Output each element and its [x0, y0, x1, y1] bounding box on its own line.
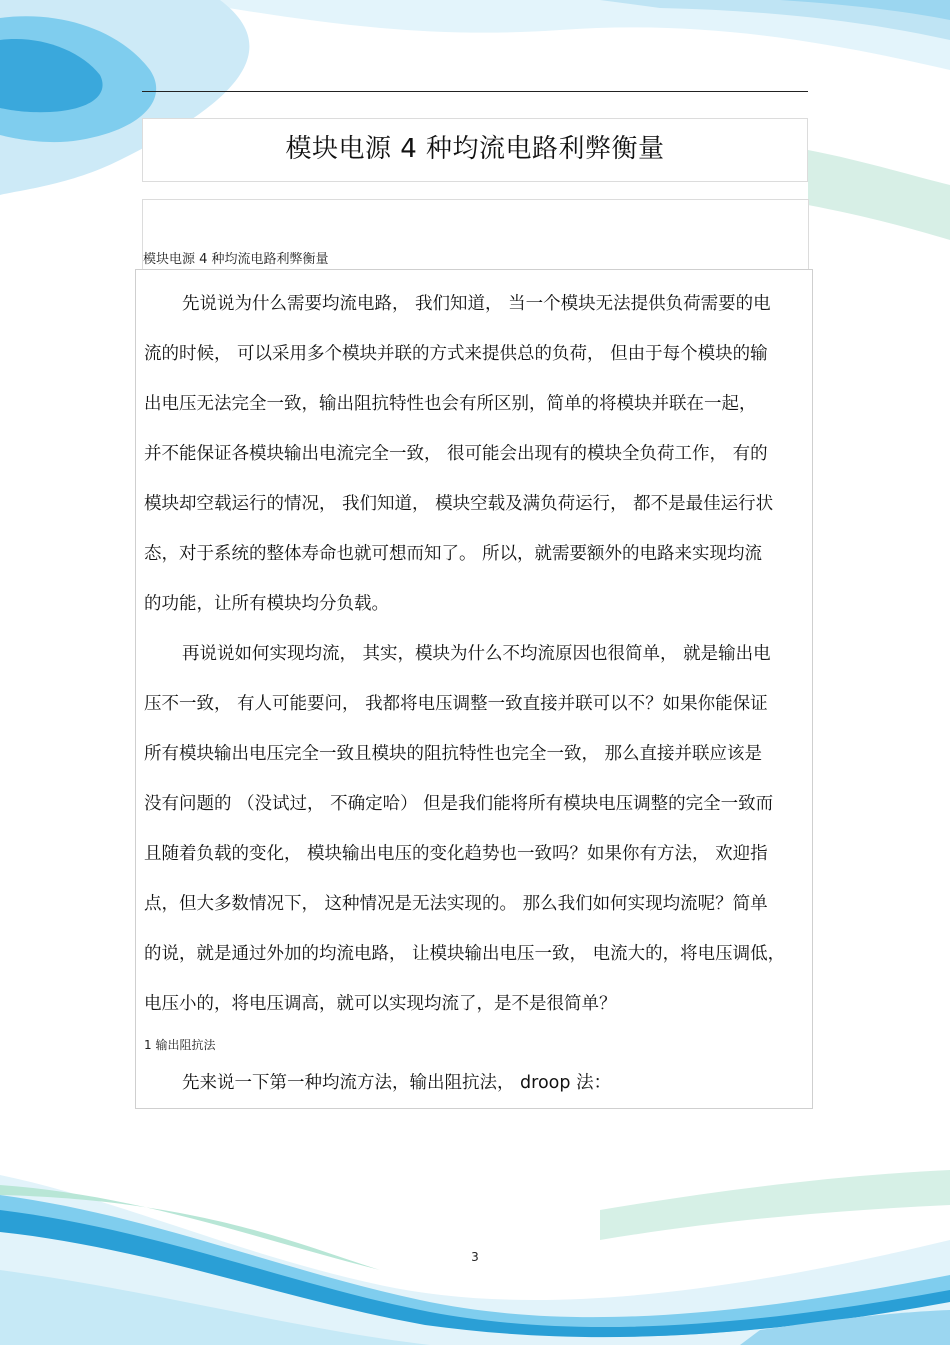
document-title: 模块电源 4 种均流电路利弊衡量 — [285, 134, 665, 164]
paragraph-line: 先说说为什么需要均流电路， 我们知道， 当一个模块无法提供负荷需要的电 — [182, 294, 771, 314]
paragraph-line: 的功能，让所有模块均分负载。 — [144, 594, 389, 614]
paragraph-line: 并不能保证各模块输出电流完全一致， 很可能会出现有的模块全负荷工作， 有的 — [144, 444, 768, 464]
content-box — [135, 269, 813, 1109]
paragraph-line: 再说说如何实现均流， 其实，模块为什么不均流原因也很简单， 就是输出电 — [182, 644, 771, 664]
paragraph-why-current-sharing — [144, 279, 804, 629]
paragraph-line: 且随着负载的变化， 模块输出电压的变化趋势也一致吗？如果你有方法， 欢迎指 — [144, 844, 768, 864]
paragraph-line: 态，对于系统的整体寿命也就可想而知了。 所以，就需要额外的电路来实现均流 — [144, 544, 763, 564]
paragraph-line: 先来说一下第一种均流方法，输出阻抗法， droop 法： — [182, 1073, 612, 1093]
title-box — [142, 118, 808, 182]
section-heading: 1 输出阻抗法 — [144, 1038, 216, 1052]
document-subtitle: 模块电源 4 种均流电路利弊衡量 — [143, 252, 329, 267]
paragraph-output-impedance — [144, 1058, 804, 1108]
paragraph-line: 流的时候， 可以采用多个模块并联的方式来提供总的负荷， 但由于每个模块的输 — [144, 344, 768, 364]
paragraph-line: 出电压无法完全一致，输出阻抗特性也会有所区别，简单的将模块并联在一起， — [144, 394, 757, 414]
paragraph-how-current-sharing — [144, 629, 804, 1029]
paragraph-line: 模块却空载运行的情况， 我们知道， 模块空载及满负荷运行， 都不是最佳运行状 — [144, 494, 774, 514]
paragraph-line: 电压小的，将电压调高，就可以实现均流了，是不是很简单？ — [144, 994, 617, 1014]
paragraph-line: 点，但大多数情况下， 这种情况是无法实现的。 那么我们如何实现均流呢？简单 — [144, 894, 768, 914]
paragraph-line: 没有问题的 （没试过， 不确定哈） 但是我们能将所有模块电压调整的完全一致而 — [144, 794, 774, 814]
paragraph-line: 压不一致， 有人可能要问， 我都将电压调整一致直接并联可以不？如果你能保证 — [144, 694, 768, 714]
paragraph-line: 所有模块输出电压完全一致且模块的阻抗特性也完全一致， 那么直接并联应该是 — [144, 744, 763, 764]
page-number: 3 — [471, 1250, 479, 1264]
paragraph-line: 的说，就是通过外加的均流电路， 让模块输出电压一致， 电流大的，将电压调低， — [144, 944, 786, 964]
header-rule — [142, 91, 808, 92]
